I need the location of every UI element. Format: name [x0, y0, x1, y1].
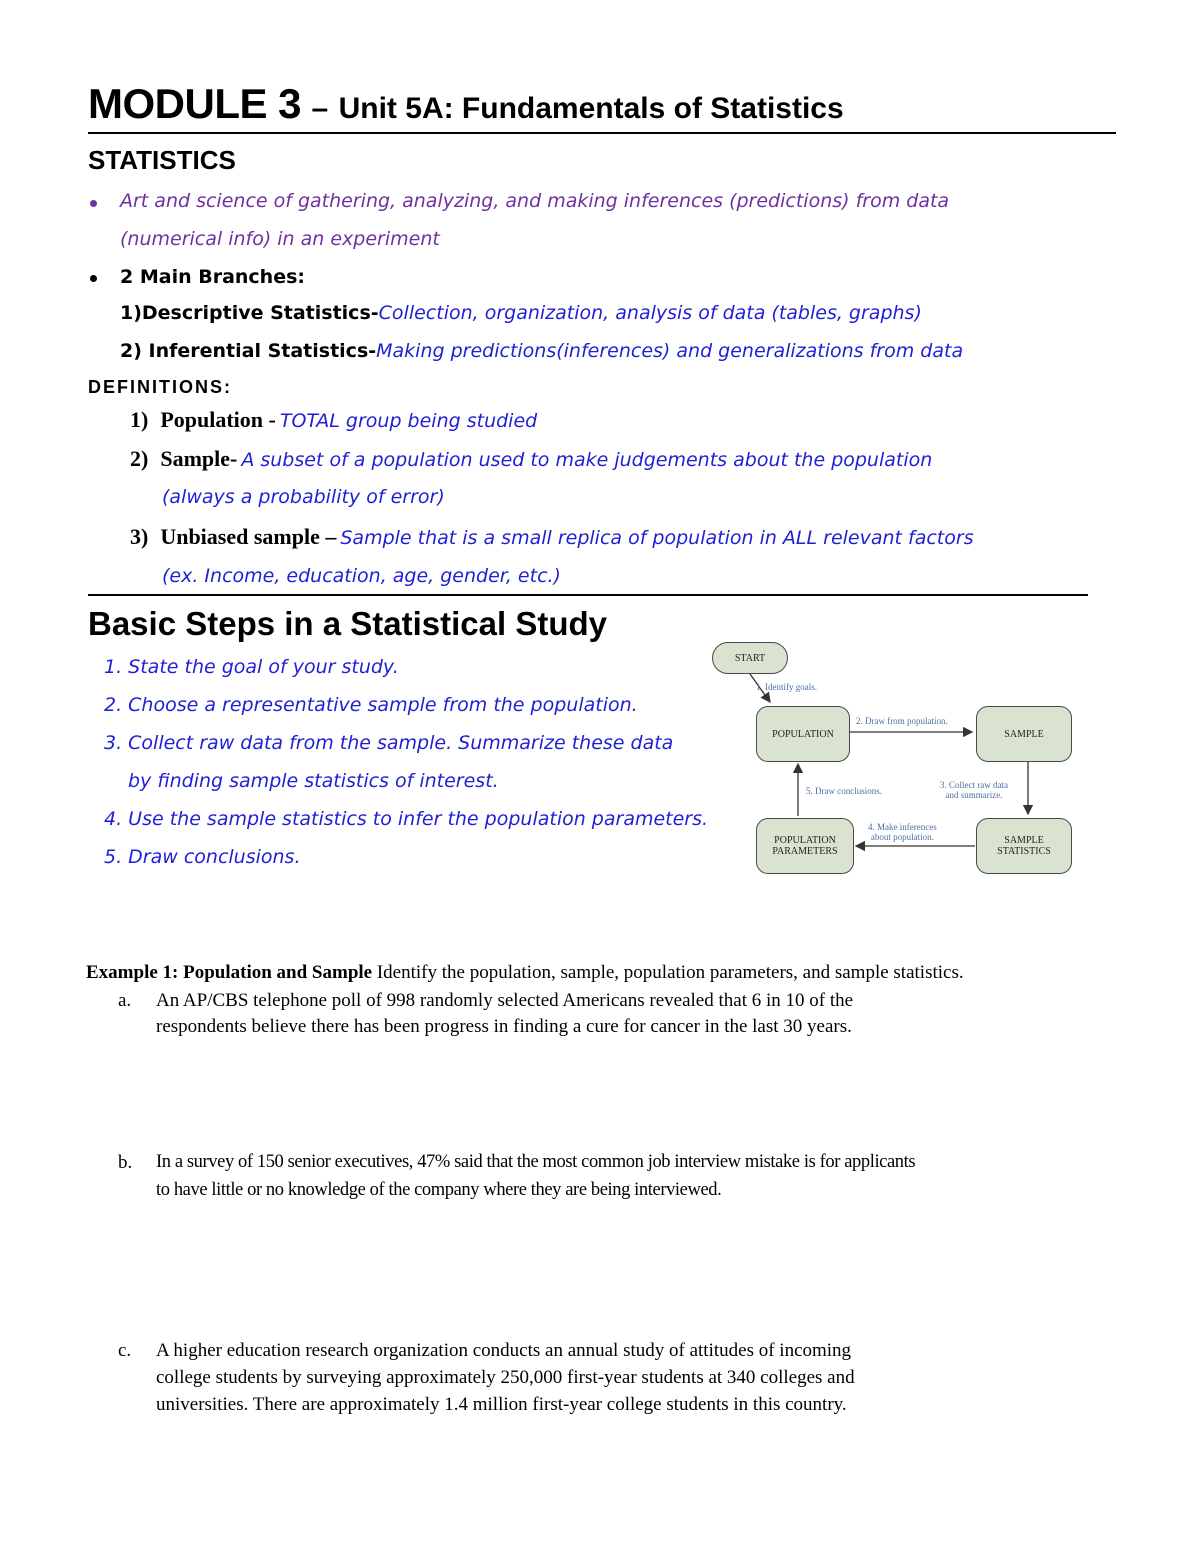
example-part-a-line2: respondents believe there has been progress in finding a cure for cancer in the last 30 years.	[156, 1016, 852, 1037]
edge-label-draw-from-population: 2. Draw from population.	[856, 716, 948, 726]
definition-item-population	[130, 407, 537, 433]
example-part-c-line2: college students by surveying approximately 250,000 first-year students at 340 colleges and	[156, 1367, 855, 1388]
definition-text: Sample that is a small replica of population in ALL relevant factors	[340, 527, 974, 549]
definition-term: Population -	[160, 407, 276, 432]
edge-label-identify-goals: 1. Identify goals.	[756, 682, 817, 692]
branch-1-text: Collection, organization, analysis of data (tables, graphs)	[378, 302, 922, 324]
branch-2-label: 2) Inferential Statistics-	[120, 340, 377, 362]
definition-number: 3)	[130, 524, 149, 549]
diagram-node-sample-statistics: SAMPLE STATISTICS	[976, 818, 1072, 874]
step-3: 3. Collect raw data from the sample. Summarize these data	[104, 732, 674, 754]
statistical-study-flow-diagram	[700, 636, 1090, 886]
definition-term: Unbiased sample –	[160, 524, 337, 549]
example-part-c-line3: universities. There are approximately 1.4 million first-year college students in this country.	[156, 1394, 847, 1415]
steps-heading: Basic Steps in a Statistical Study	[88, 605, 608, 642]
example-part-b-line1: In a survey of 150 senior executives, 47% said that the most common job interview mistake is for applicants	[156, 1152, 916, 1172]
statistics-heading: STATISTICS	[88, 145, 236, 175]
definition-number: 2)	[130, 446, 149, 471]
definition-item-unbiased-sample	[130, 524, 974, 550]
unit-title: Unit 5A: Fundamentals of Statistics	[338, 92, 844, 125]
example-part-b-line2: to have little or no knowledge of the company where they are being interviewed.	[156, 1180, 722, 1200]
bullet-icon	[90, 200, 97, 207]
definition-text: A subset of a population used to make judgements about the population	[241, 449, 933, 471]
statistics-definition-line2: (numerical info) in an experiment	[120, 228, 440, 250]
definition-text-continued: (always a probability of error)	[162, 486, 445, 508]
definition-text: TOTAL group being studied	[279, 410, 538, 432]
section-divider	[88, 594, 1088, 596]
branch-2	[120, 340, 963, 362]
definition-item-sample	[130, 446, 932, 472]
step-1: 1. State the goal of your study.	[104, 656, 399, 678]
diagram-node-population-parameters: POPULATION PARAMETERS	[756, 818, 854, 874]
bullet-icon	[90, 275, 97, 282]
example-part-letter: c.	[118, 1340, 132, 1361]
edge-label-collect-data: 3. Collect raw data and summarize.	[940, 780, 1008, 800]
page-title	[88, 80, 844, 128]
example-label: Example 1: Population and Sample	[86, 962, 373, 983]
step-2: 2. Choose a representative sample from the population.	[104, 694, 638, 716]
example-part-letter: a.	[118, 990, 132, 1011]
definition-term: Sample-	[160, 446, 238, 471]
diagram-node-population: POPULATION	[756, 706, 850, 762]
diagram-node-sample: SAMPLE	[976, 706, 1072, 762]
title-dash: –	[311, 92, 329, 125]
branch-1	[120, 302, 922, 324]
step-4: 4. Use the sample statistics to infer the population parameters.	[104, 808, 709, 830]
statistics-definition-line1: Art and science of gathering, analyzing, and making inferences (predictions) from data	[120, 190, 950, 212]
example-heading	[86, 962, 964, 984]
definition-text-continued: (ex. Income, education, age, gender, etc.)	[162, 565, 561, 587]
branch-1-label: 1)Descriptive Statistics-	[120, 302, 379, 324]
example-part-letter: b.	[118, 1152, 133, 1173]
title-divider	[88, 132, 1116, 134]
example-part-a-line1: An AP/CBS telephone poll of 998 randomly selected Americans revealed that 6 in 10 of the	[156, 990, 854, 1011]
step-5: 5. Draw conclusions.	[104, 846, 301, 868]
diagram-node-start: START	[712, 642, 788, 674]
branch-2-text: Making predictions(inferences) and generalizations from data	[376, 340, 964, 362]
edge-label-draw-conclusions: 5. Draw conclusions.	[806, 786, 882, 796]
definition-number: 1)	[130, 407, 149, 432]
step-3-continued: by finding sample statistics of interest.	[128, 770, 499, 792]
example-prompt: Identify the population, sample, population parameters, and sample statistics.	[372, 962, 964, 983]
module-label: MODULE 3	[88, 80, 302, 127]
branches-label: 2 Main Branches:	[120, 266, 305, 288]
edge-label-make-inferences: 4. Make inferences about population.	[868, 822, 937, 842]
example-part-c-line1: A higher education research organization conducts an annual study of attitudes of incoming	[156, 1340, 852, 1361]
definitions-heading: DEFINITIONS:	[88, 377, 232, 397]
